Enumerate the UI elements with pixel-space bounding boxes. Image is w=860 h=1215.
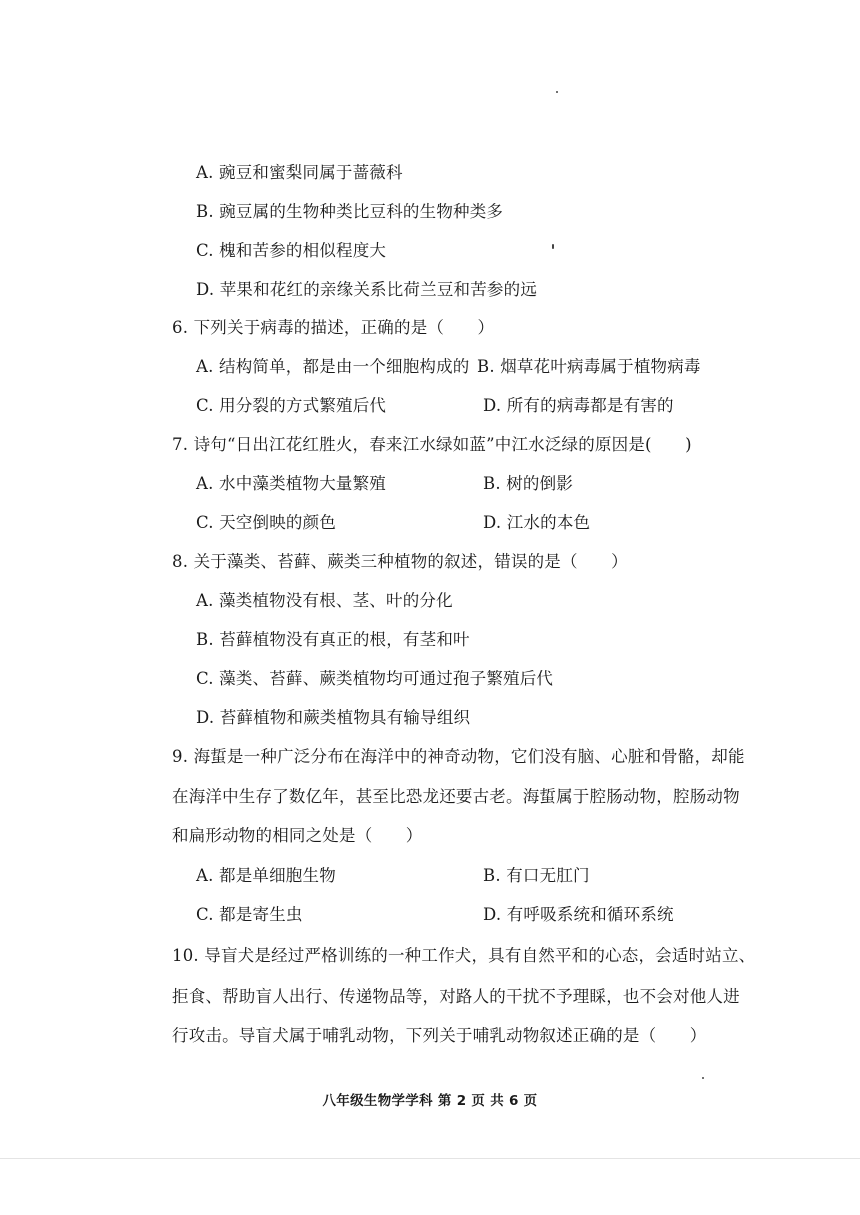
page-footer: 八年级生物学学科 第 2 页 共 6 页 [322, 1093, 538, 1109]
q10-stem-line-1: 10. 导盲犬是经过严格训练的一种工作犬，具有自然平和的心态，会适时站立、 [172, 946, 756, 965]
scan-speck [552, 244, 554, 249]
q8-option-d: D. 苔藓植物和蕨类植物具有输导组织 [196, 708, 471, 727]
q9-option-c: C. 都是寄生虫 [196, 905, 303, 924]
q6-option-a: A. 结构简单，都是由一个细胞构成的 [196, 357, 470, 376]
q6-option-b: B. 烟草花叶病毒属于植物病毒 [477, 357, 701, 376]
q8-stem: 8. 关于藻类、苔藓、蕨类三种植物的叙述，错误的是（ ） [172, 552, 628, 571]
q9-option-a: A. 都是单细胞生物 [196, 866, 336, 885]
q7-option-a: A. 水中藻类植物大量繁殖 [196, 474, 387, 493]
scan-edge [0, 1158, 860, 1159]
q7-option-c: C. 天空倒映的颜色 [196, 513, 337, 532]
q7-option-b: B. 树的倒影 [483, 474, 574, 493]
q7-option-d: D. 江水的本色 [483, 513, 591, 532]
q8-option-b: B. 苔藓植物没有真正的根，有茎和叶 [196, 630, 470, 649]
q9-stem-line-2: 在海洋中生存了数亿年，甚至比恐龙还要古老。海蜇属于腔肠动物，腔肠动物 [172, 787, 740, 806]
q6-stem: 6. 下列关于病毒的描述，正确的是（ ） [172, 318, 495, 337]
q7-stem: 7. 诗句“日出江花红胜火，春来江水绿如蓝”中江水泛绿的原因是( ) [172, 435, 692, 454]
q9-option-b: B. 有口无肛门 [483, 866, 590, 885]
q9-stem-line-3: 和扁形动物的相同之处是（ ） [172, 826, 423, 845]
q10-stem-line-2: 拒食、帮助盲人出行、传递物品等，对路人的干扰不予理睬，也不会对他人进 [172, 987, 740, 1006]
scan-speck [556, 91, 558, 93]
q8-option-c: C. 藻类、苔藓、蕨类植物均可通过孢子繁殖后代 [196, 669, 554, 688]
q5-option-c: C. 槐和苦参的相似程度大 [196, 241, 387, 260]
q6-option-c: C. 用分裂的方式繁殖后代 [196, 396, 387, 415]
q8-option-a: A. 藻类植物没有根、茎、叶的分化 [196, 591, 453, 610]
scan-speck [702, 1077, 704, 1079]
q9-option-d: D. 有呼吸系统和循环系统 [483, 905, 674, 924]
q6-option-d: D. 所有的病毒都是有害的 [483, 396, 674, 415]
q10-stem-line-3: 行攻击。导盲犬属于哺乳动物，下列关于哺乳动物叙述正确的是（ ） [172, 1026, 707, 1045]
q9-stem-line-1: 9. 海蜇是一种广泛分布在海洋中的神奇动物，它们没有脑、心脏和骨骼，却能 [172, 747, 745, 766]
q5-option-a: A. 豌豆和蜜梨同属于蔷薇科 [196, 163, 403, 182]
q5-option-b: B. 豌豆属的生物种类比豆科的生物种类多 [196, 202, 504, 221]
q5-option-d: D. 苹果和花红的亲缘关系比荷兰豆和苦参的远 [196, 280, 538, 299]
